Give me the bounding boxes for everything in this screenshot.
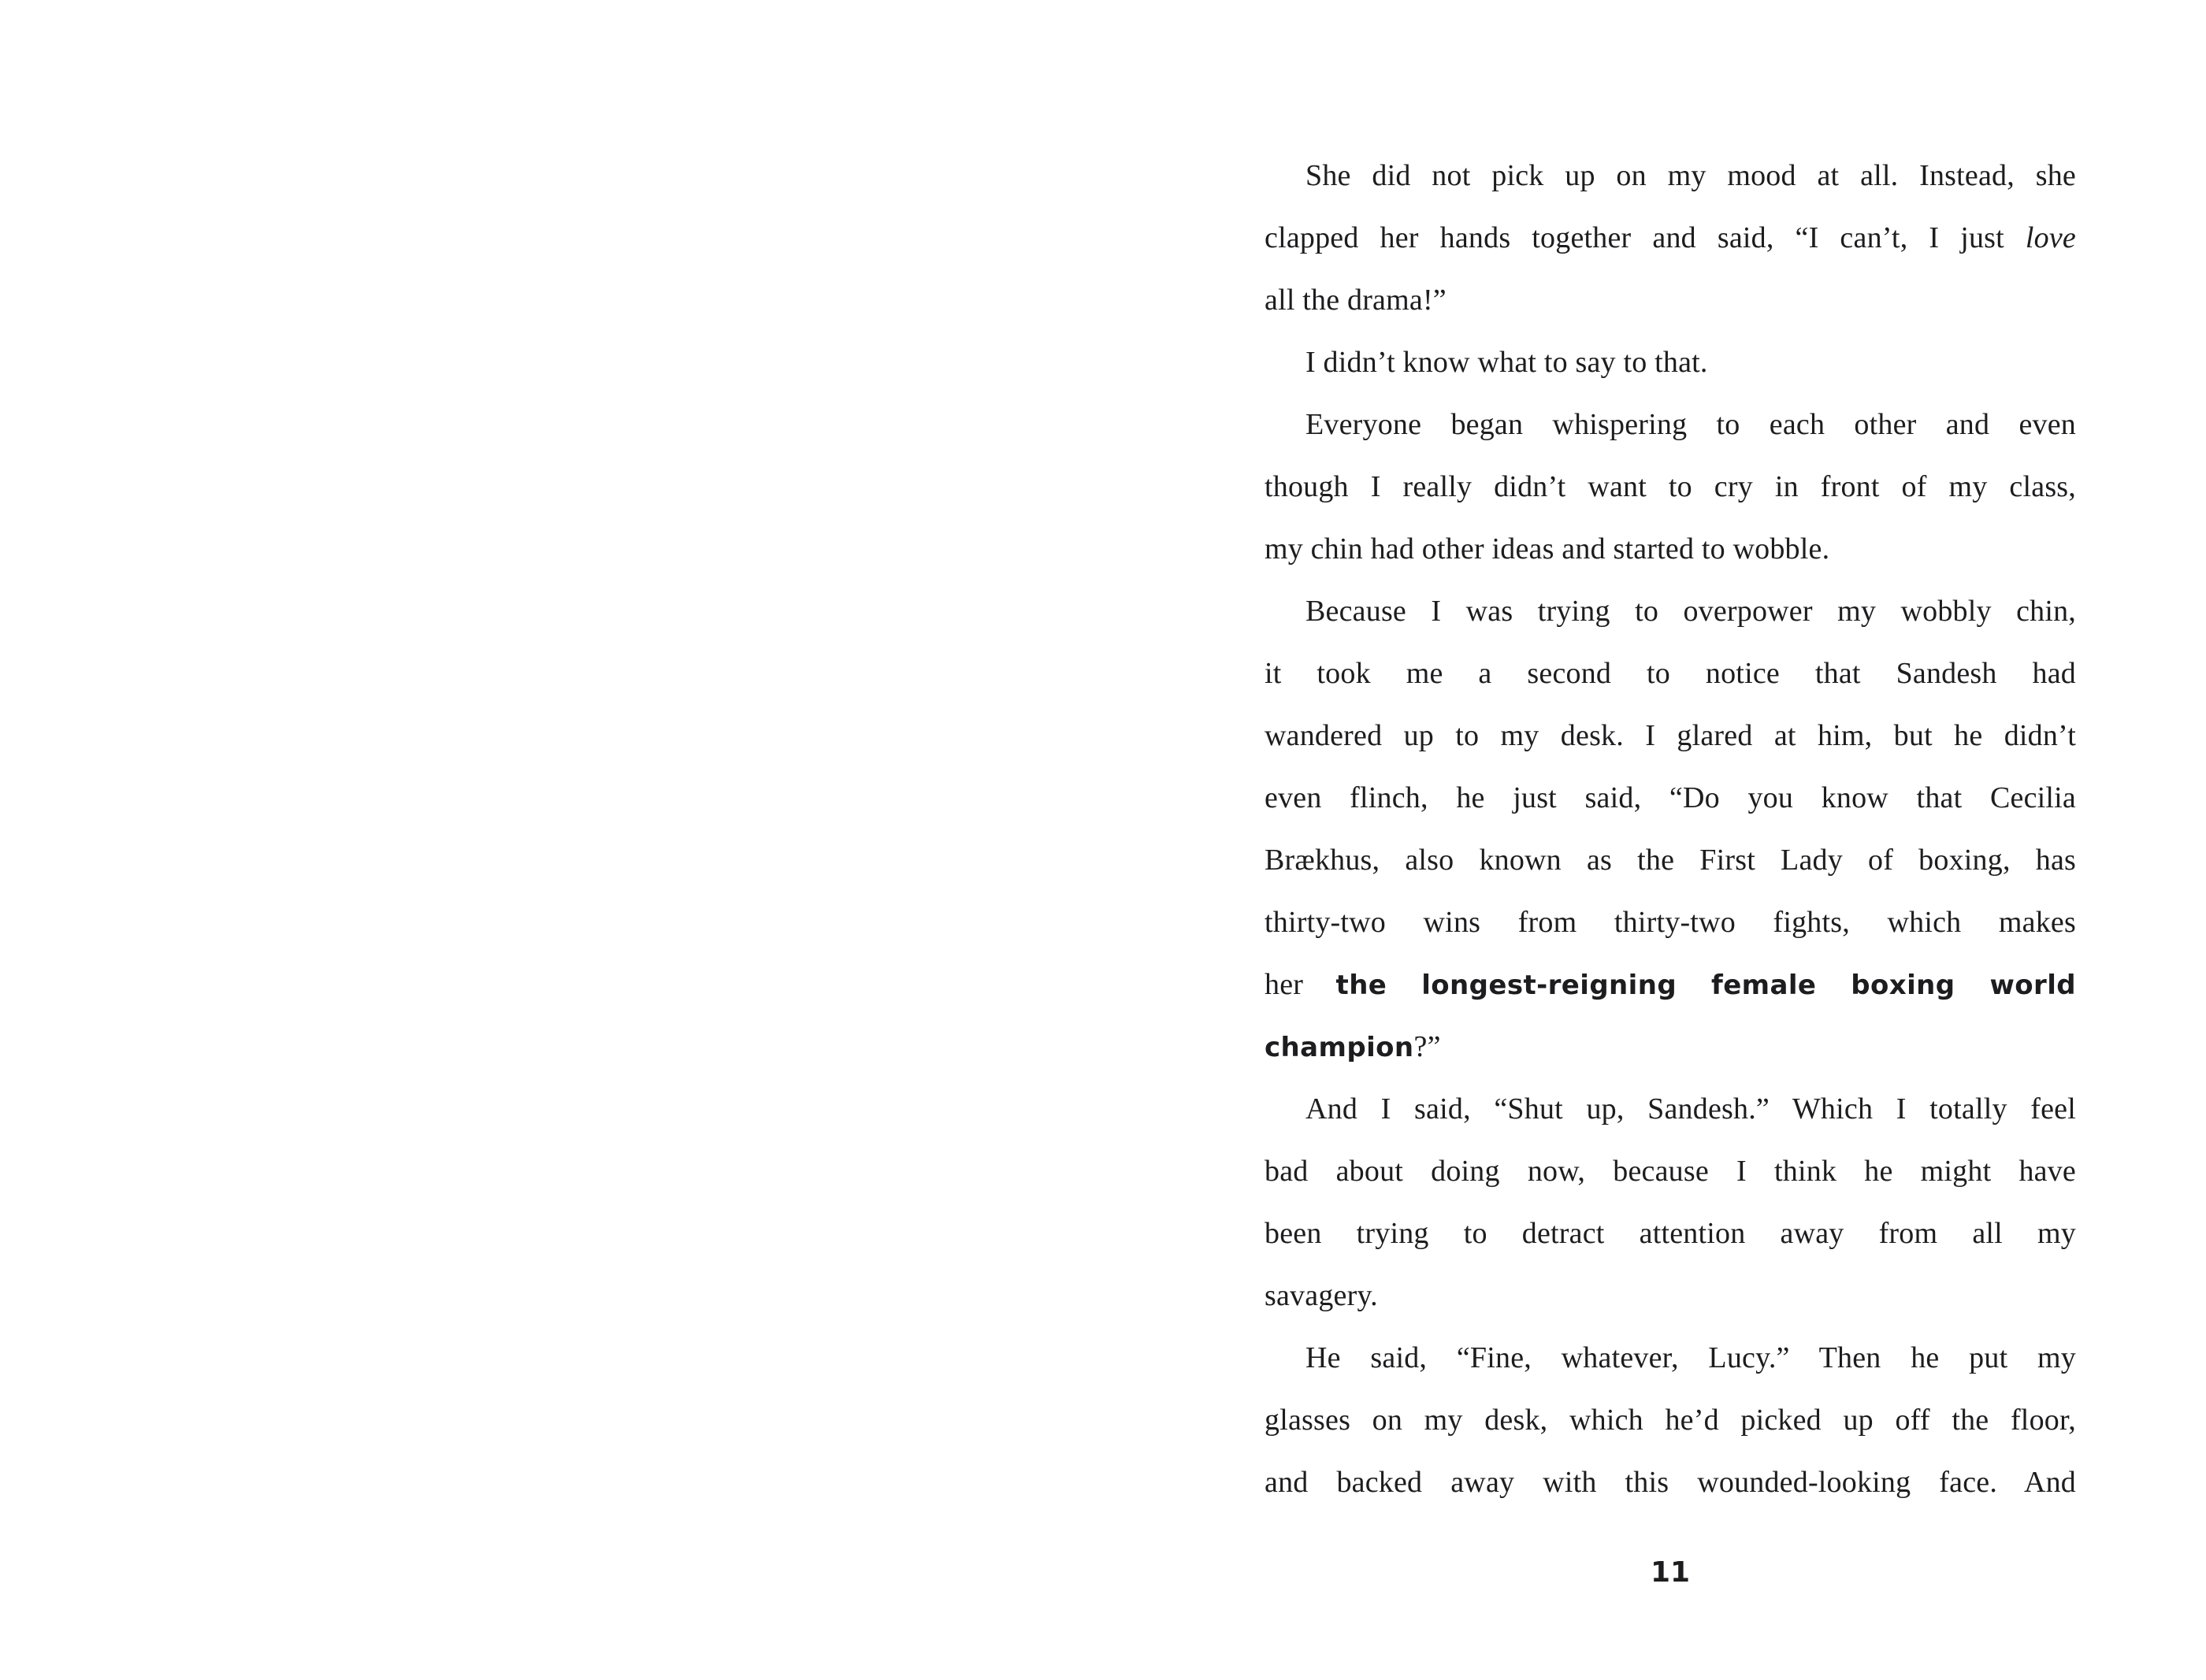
body-text: it took me a second to notice that Sandesh had — [1265, 657, 2076, 690]
body-text: clapped her hands together and said, “I can’t, I just — [1265, 221, 2026, 254]
body-text: my chin had other ideas and started to wobble. — [1265, 532, 1830, 566]
body-text: I didn’t know what to say to that. — [1305, 346, 1708, 379]
text-line — [1265, 269, 2076, 332]
body-text: all the drama!” — [1265, 284, 1447, 317]
body-text: been trying to detract attention away from all my — [1265, 1217, 2076, 1250]
text-line — [1265, 643, 2076, 705]
display-emphasis-text: champion — [1265, 1032, 1414, 1063]
body-text: thirty-two wins from thirty-two fights, which makes — [1265, 906, 2076, 939]
text-line — [1265, 1389, 2076, 1452]
body-text: Brækhus, also known as the First Lady of boxing, has — [1265, 844, 2076, 877]
body-text: ?” — [1413, 1030, 1441, 1063]
text-line — [1265, 1016, 2076, 1078]
text-line — [1265, 767, 2076, 829]
body-text: even flinch, he just said, “Do you know that Cecilia — [1265, 781, 2076, 814]
italic-text: love — [2025, 221, 2076, 254]
body-text: Everyone began whispering to each other and even — [1305, 408, 2076, 441]
body-text: savagery. — [1265, 1279, 1378, 1312]
text-line — [1265, 332, 2076, 394]
text-line — [1265, 1203, 2076, 1265]
page-number-right: 11 — [1650, 1556, 1691, 1589]
text-line — [1265, 456, 2076, 518]
body-text: her — [1265, 968, 1336, 1001]
text-line — [1265, 394, 2076, 456]
body-text: glasses on my desk, which he’d picked up off the floor, — [1265, 1404, 2076, 1437]
body-text: She did not pick up on my mood at all. Instead, she — [1305, 159, 2076, 192]
page-right-textblock — [1265, 145, 2076, 1514]
body-text: though I really didn’t want to cry in front of my class, — [1265, 470, 2076, 503]
text-line — [1265, 1327, 2076, 1389]
body-text: and backed away with this wounded-looking face. And — [1265, 1466, 2076, 1499]
text-line — [1265, 1078, 2076, 1140]
text-line — [1265, 1140, 2076, 1203]
text-line — [1265, 954, 2076, 1016]
text-line — [1265, 518, 2076, 580]
text-line — [1265, 892, 2076, 954]
body-text: And I said, “Shut up, Sandesh.” Which I totally feel — [1305, 1092, 2076, 1126]
display-emphasis-text: the longest-reigning female boxing world — [1335, 970, 2076, 1001]
body-text: bad about doing now, because I think he might have — [1265, 1155, 2076, 1188]
text-line — [1265, 207, 2076, 269]
text-line — [1265, 580, 2076, 643]
text-line — [1265, 1452, 2076, 1514]
text-line — [1265, 829, 2076, 892]
text-line — [1265, 145, 2076, 207]
text-line — [1265, 1265, 2076, 1327]
text-line — [1265, 705, 2076, 767]
body-text: He said, “Fine, whatever, Lucy.” Then he put my — [1305, 1341, 2076, 1374]
body-text: wandered up to my desk. I glared at him, but he didn’t — [1265, 719, 2076, 752]
body-text: Because I was trying to overpower my wobbly chin, — [1305, 595, 2076, 628]
